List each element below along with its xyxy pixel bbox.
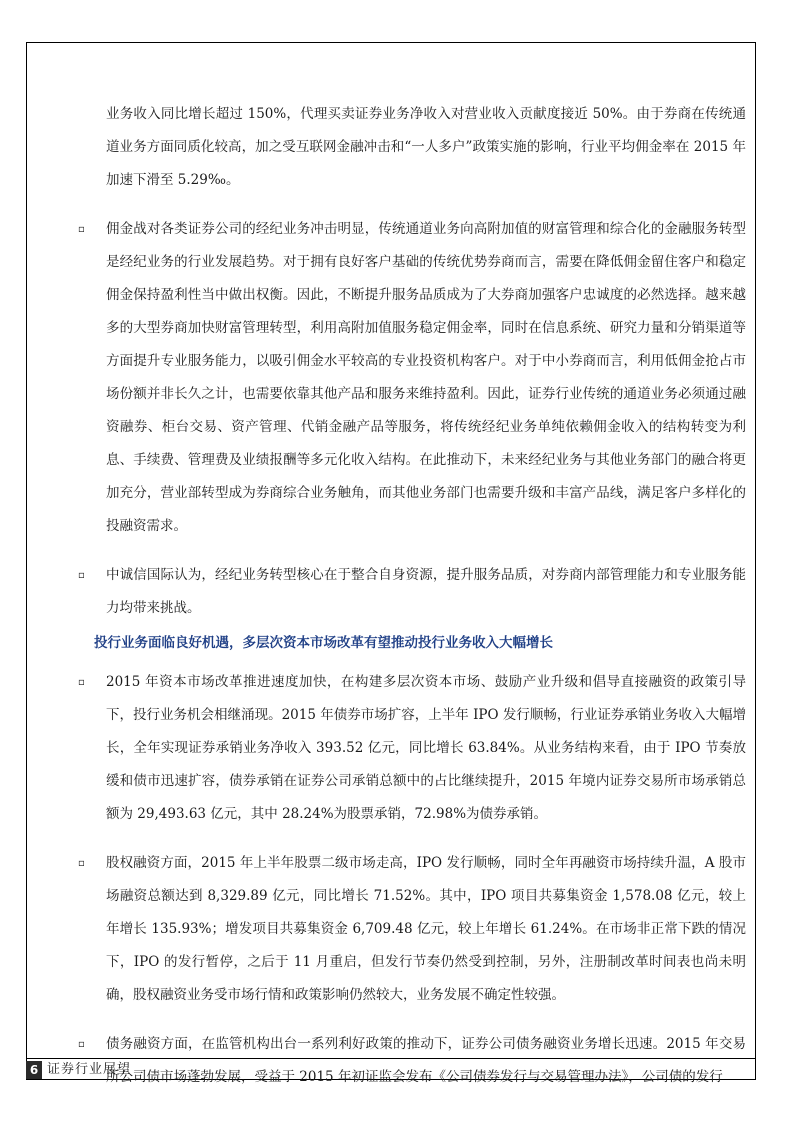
bullet-paragraph-ccxi-view: 中诚信国际认为，经纪业务转型核心在于整合自身资源，提升服务品质，对券商内部管理能力和专业服务能力均带来挑战。 xyxy=(106,567,746,616)
bullet-item xyxy=(78,1028,746,1094)
bullet-paragraph-debt-financing: 债务融资方面，在监管机构出台一系列利好政策的推动下，证券公司债务融资业务增长迅速。2015 年交易所公司债市场蓬勃发展，受益于 2015 年初证监会发布《公司债券发行与交易管理办法》，公司债的发行 xyxy=(106,1036,746,1085)
bullet-item xyxy=(78,666,746,831)
bullet-item xyxy=(78,847,746,1012)
bullet-icon: ▫ xyxy=(78,677,85,688)
page-number: 6 xyxy=(26,1061,42,1079)
document-body xyxy=(78,98,746,1094)
bullet-paragraph-brokerage-transformation: 佣金战对各类证券公司的经纪业务冲击明显，传统通道业务向高附加值的财富管理和综合化的金融服务转型是经纪业务的行业发展趋势。对于拥有良好客户基础的传统优势券商而言，需要在降低佣金留住客户和稳定佣金保持盈利性当中做出权衡。因此，不断提升服务品质成为了大券商加强客户忠诚度的必然选择。越来越多的大型券商加快财富管理转型，利用高附加值服务稳定佣金率，同时在信息系统、研究力量和分销渠道等方面提升专业服务能力，以吸引佣金水平较高的专业投资机构客户。对于中小券商而言，利用低佣金抢占市场份额并非长久之计，也需要依靠其他产品和服务来维持盈利。因此，证券行业传统的通道业务必须通过融资融券、柜台交易、资产管理、代销金融产品等服务，将传统经纪业务单纯依赖佣金收入的结构转变为利息、手续费、管理费及业绩报酬等多元化收入结构。在此推动下，未来经纪业务与其他业务部门的融合将更加充分，营业部转型成为券商综合业务触角，而其他业务部门也需要升级和丰富产品线，满足客户多样化的投融资需求。 xyxy=(106,221,746,534)
bullet-icon: ▫ xyxy=(78,570,85,581)
bullet-paragraph-equity-financing: 股权融资方面，2015 年上半年股票二级市场走高，IPO 发行顺畅，同时全年再融资市场持续升温，A 股市场融资总额达到 8,329.89 亿元，同比增长 71.52%。其中，IPO 项目共募集资金 1,578.08 亿元，较上年增长 135.93%；增发项目共募集资金 6,709.48 亿元，较上年增长 61.24%。在市场非正常下跌的情况下，IPO 的发行暂停，之后于 11 月重启，但发行节奏仍然受到控制，另外，注册制改革时间表也尚未明确，股权融资业务受市场行情和政策影响仍然较大，业务发展不确定性较强。 xyxy=(106,855,746,1003)
section-heading: 投行业务面临良好机遇，多层次资本市场改革有望推动投行业务收入大幅增长 xyxy=(94,635,553,651)
bullet-item xyxy=(78,559,746,625)
continuation-paragraph: 业务收入同比增长超过 150%，代理买卖证券业务净收入对营业收入贡献度接近 50%。由于券商在传统通道业务方面同质化较高，加之受互联网金融冲击和“一人多户”政策实施的影响，行业平均佣金率在 2015 年加速下滑至 5.29‰。 xyxy=(106,106,746,188)
bullet-item xyxy=(78,213,746,543)
bullet-icon: ▫ xyxy=(78,858,85,869)
footer-title: 证券行业展望 xyxy=(47,1062,132,1077)
footer-divider xyxy=(26,1058,756,1059)
bullet-icon: ▫ xyxy=(78,1039,85,1050)
bullet-icon: ▫ xyxy=(78,224,85,235)
bullet-paragraph-investment-banking: 2015 年资本市场改革推进速度加快，在构建多层次资本市场、鼓励产业升级和倡导直接融资的政策引导下，投行业务机会相继涌现。2015 年债券市场扩容，上半年 IPO 发行顺畅，行业证券承销业务收入大幅增长，全年实现证券承销业务净收入 393.52 亿元，同比增长 63.84%。从业务结构来看，由于 IPO 节奏放缓和债市迅速扩容，债券承销在证券公司承销总额中的占比继续提升，2015 年境内证券交易所市场承销总额为 29,493.63 亿元，其中 28.24%为股票承销，72.98%为债券承销。 xyxy=(106,674,746,822)
